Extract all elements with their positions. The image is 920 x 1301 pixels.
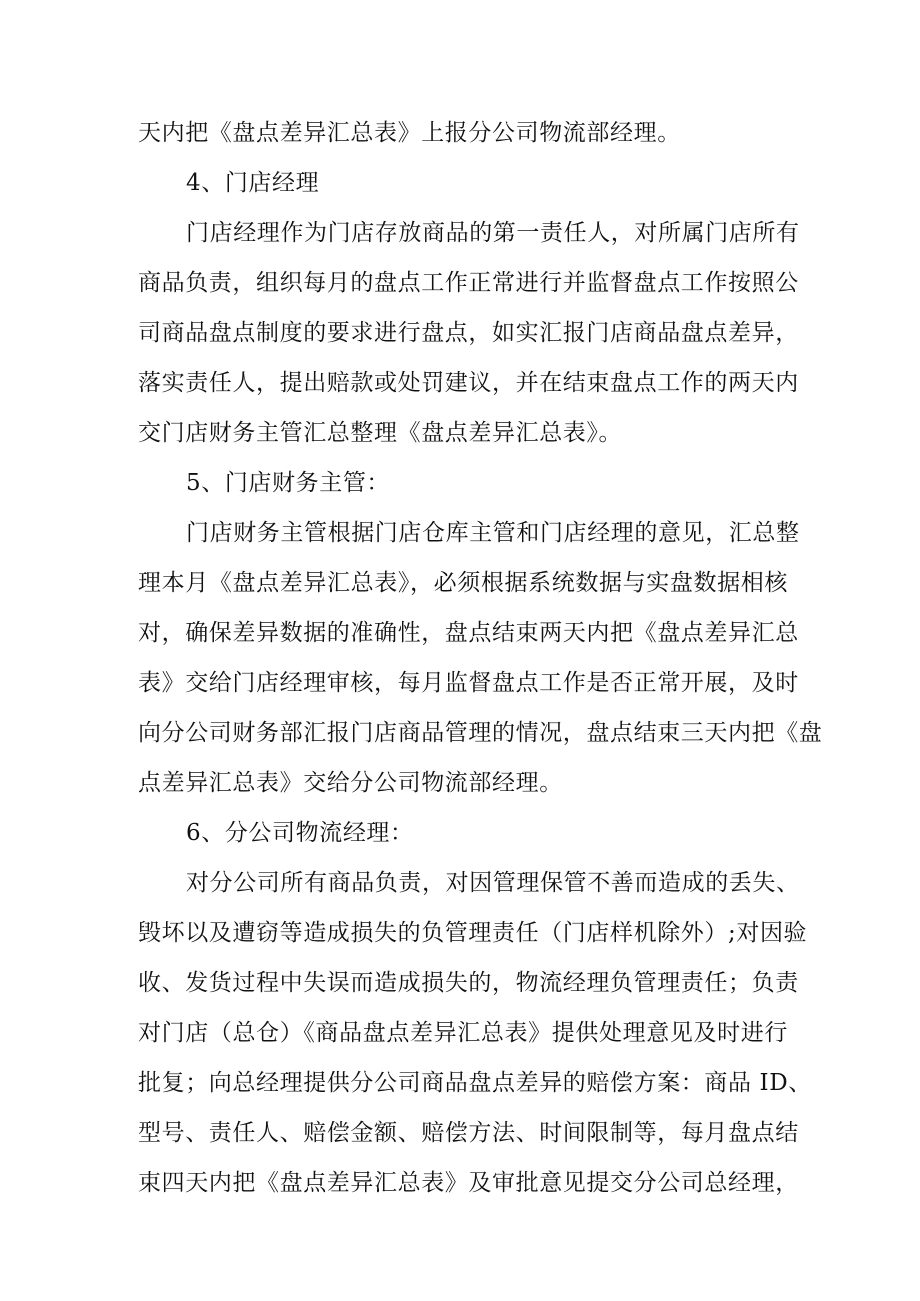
paragraph-line: 交门店财务主管汇总整理《盘点差异汇总表》。 xyxy=(138,420,623,446)
paragraph-line: 对门店（总仓）《商品盘点差异汇总表》提供处理意见及时进行 xyxy=(138,1020,788,1046)
paragraph-line: 收、发货过程中失误而造成损失的，物流经理负管理责任；负责 xyxy=(138,970,799,996)
paragraph-line: 型号、责任人、赔偿金额、赔偿方法、时间限制等，每月盘点结 xyxy=(138,1120,799,1146)
paragraph-line-continuation: 天内把《盘点差异汇总表》上报分公司物流部经理。 xyxy=(138,120,681,146)
paragraph-line: 对分公司所有商品负责，对因管理保管不善而造成的丢失、 xyxy=(186,870,800,896)
paragraph-line: 点差异汇总表》交给分公司物流部经理。 xyxy=(138,770,563,796)
paragraph-line: 毁坏以及遭窃等造成损失的负管理责任（门店样机除外）;对因验 xyxy=(138,920,808,946)
section-heading-branch-logistics-manager: 6、分公司物流经理： xyxy=(186,820,414,846)
paragraph-line: 束四天内把《盘点差异汇总表》及审批意见提交分公司总经理， xyxy=(138,1170,799,1196)
paragraph-line: 理本月《盘点差异汇总表》，必须根据系统数据与实盘数据相核 xyxy=(138,570,788,596)
paragraph-line: 表》交给门店经理审核，每月监督盘点工作是否正常开展，及时 xyxy=(138,670,799,696)
paragraph-line: 对，确保差异数据的准确性，盘点结束两天内把《盘点差异汇总 xyxy=(138,620,799,646)
paragraph-line: 批复；向总经理提供分公司商品盘点差异的赔偿方案：商品 ID、 xyxy=(138,1070,812,1096)
section-heading-store-finance-supervisor: 5、门店财务主管： xyxy=(186,470,391,496)
paragraph-line: 门店经理作为门店存放商品的第一责任人，对所属门店所有 xyxy=(186,220,800,246)
paragraph-line: 落实责任人，提出赔款或处罚建议，并在结束盘点工作的两天内 xyxy=(138,370,799,396)
paragraph-line: 司商品盘点制度的要求进行盘点，如实汇报门店商品盘点差异， xyxy=(138,320,799,346)
paragraph-line: 门店财务主管根据门店仓库主管和门店经理的意见，汇总整 xyxy=(186,520,800,546)
paragraph-line: 向分公司财务部汇报门店商品管理的情况，盘点结束三天内把《盘 xyxy=(138,720,823,746)
section-heading-store-manager: 4、门店经理 xyxy=(186,170,320,196)
paragraph-line: 商品负责，组织每月的盘点工作正常进行并监督盘点工作按照公 xyxy=(138,270,799,296)
